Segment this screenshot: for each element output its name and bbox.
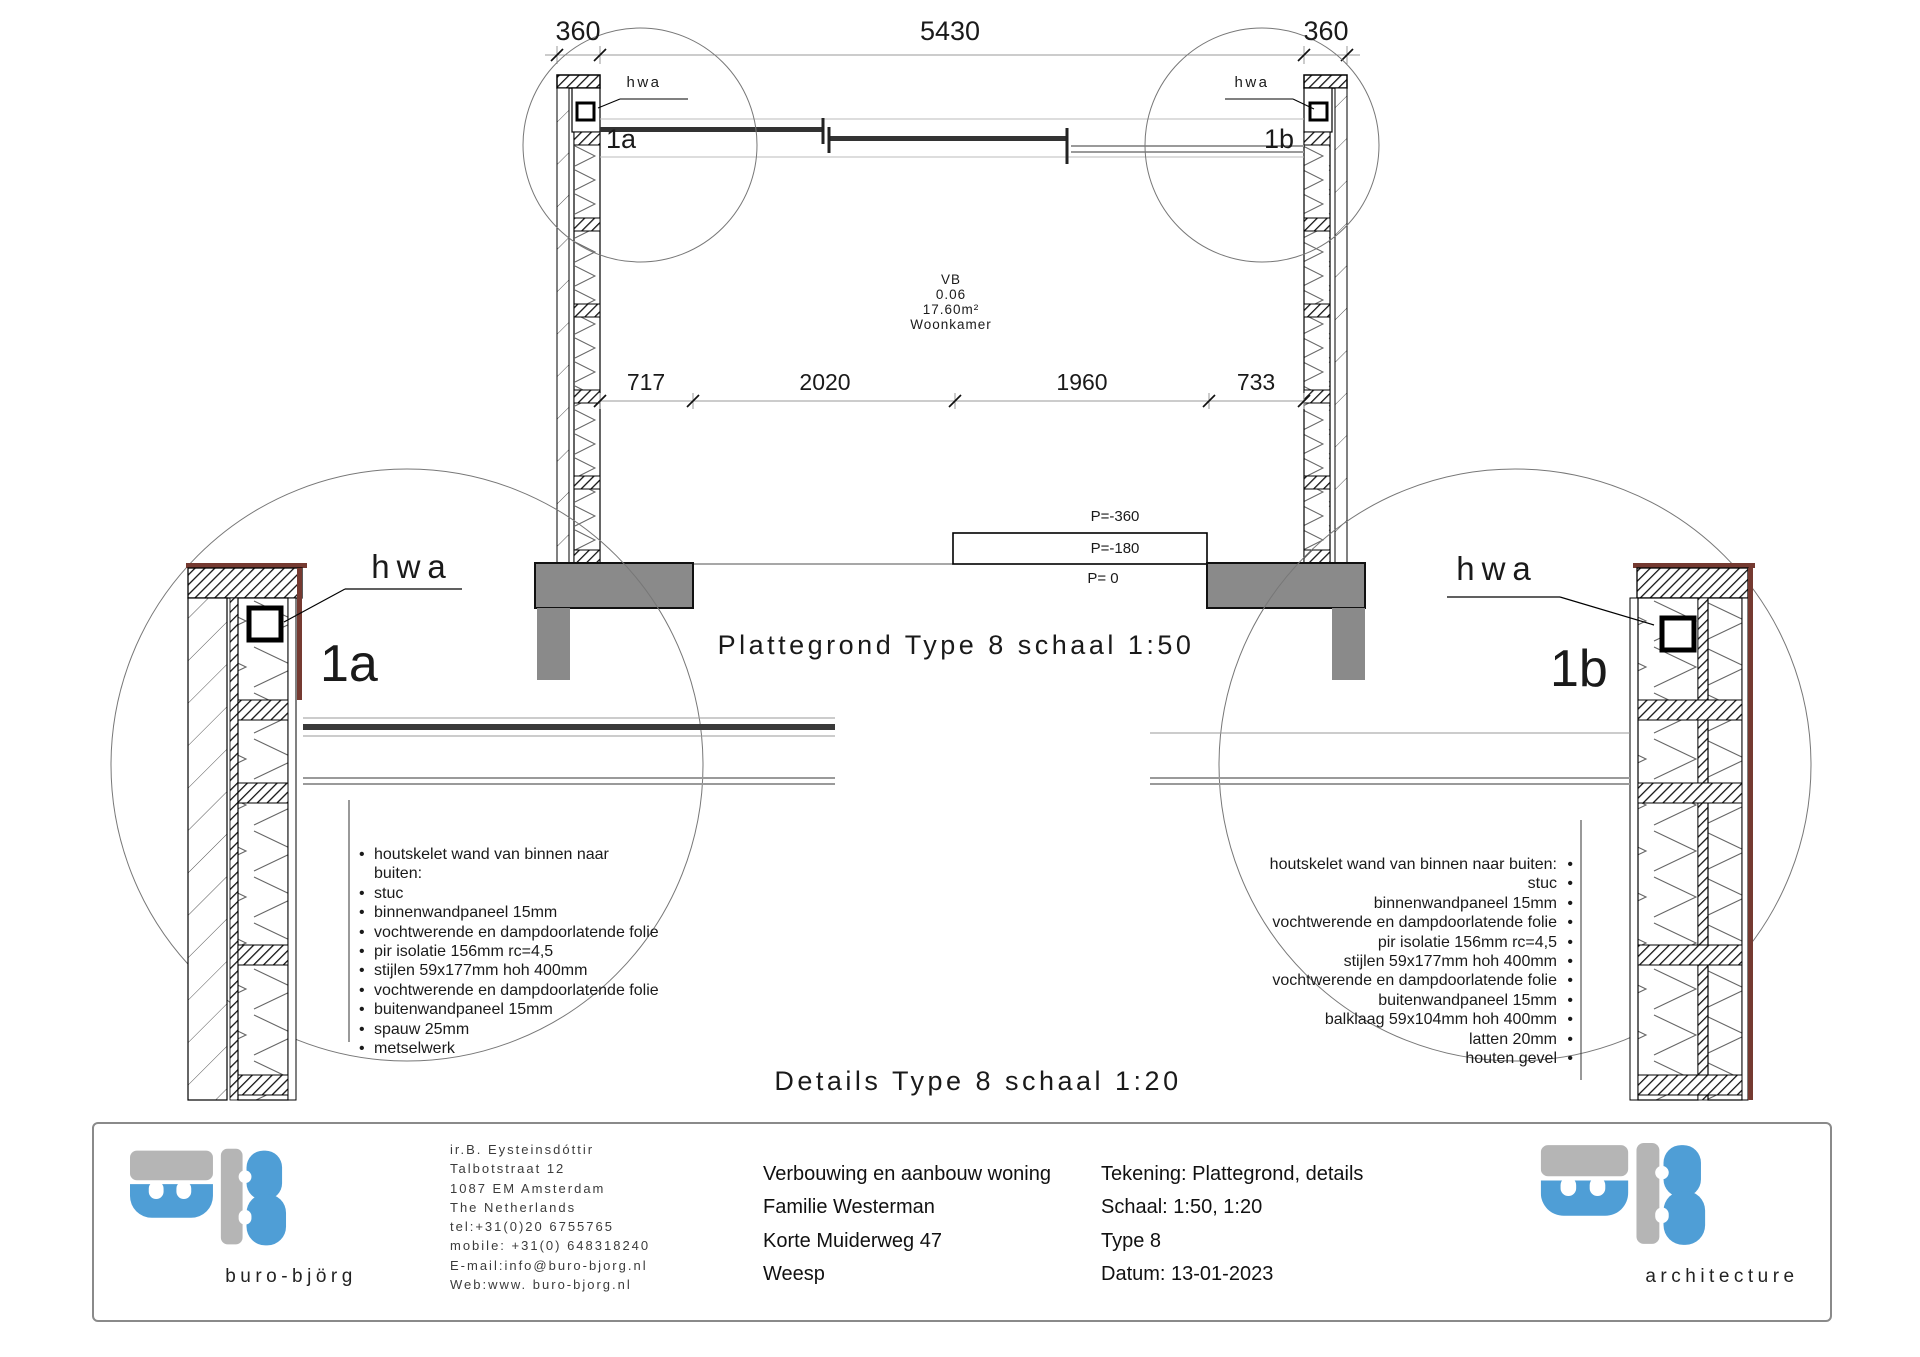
room-area: 17.60m² xyxy=(922,302,980,317)
layer-item: houten gevel • xyxy=(1248,1049,1573,1068)
layer-item: • stuc xyxy=(359,884,659,903)
hwa-label-plan-left: hwa xyxy=(626,74,662,91)
plan-beams xyxy=(600,118,1304,164)
dim-top-middle: 5430 xyxy=(919,16,981,46)
layer-item: balklaag 59x104mm hoh 400mm • xyxy=(1248,1010,1573,1029)
layer-item: • buitenwandpaneel 15mm xyxy=(359,1000,659,1019)
project-city: Weesp xyxy=(763,1263,825,1286)
dim-mid-2: 2020 xyxy=(799,369,851,395)
layer-item: latten 20mm • xyxy=(1248,1030,1573,1049)
level-label-p180: P=-180 xyxy=(1090,540,1140,557)
hwa-label-plan-right: hwa xyxy=(1234,74,1270,91)
hwa-label-detail-1a: hwa xyxy=(371,548,453,585)
room-label xyxy=(910,272,992,332)
company-name: buro-björg xyxy=(225,1266,357,1287)
drawing-type: Tekening: Plattegrond, details xyxy=(1101,1163,1364,1185)
dim-mid-3: 1960 xyxy=(1056,369,1108,395)
room-function: Woonkamer xyxy=(910,317,992,332)
layer-item: stijlen 59x177mm hoh 400mm • xyxy=(1248,952,1573,971)
drawing-scale: Schaal: 1:50, 1:20 xyxy=(1101,1196,1263,1219)
plan-title: Plattegrond Type 8 schaal 1:50 xyxy=(717,630,1195,660)
layer-item: binnenwandpaneel 15mm • xyxy=(1248,894,1573,913)
email: E-mail:info@buro-bjorg.nl xyxy=(450,1257,648,1273)
level-label-p360: P=-360 xyxy=(1090,508,1140,525)
foundation-right xyxy=(1207,563,1365,680)
layer-item: • houtskelet wand van binnen naar buiten: xyxy=(359,845,659,884)
dimension-line-middle xyxy=(594,393,1310,409)
dim-top-left: 360 xyxy=(555,16,601,46)
drawing-info-block xyxy=(1101,1158,1363,1292)
dim-top-right: 360 xyxy=(1303,16,1349,46)
detail-tag-1a: 1a xyxy=(320,635,378,693)
mobile: mobile: +31(0) 648318240 xyxy=(450,1238,651,1254)
layer-item: • binnenwandpaneel 15mm xyxy=(359,903,659,922)
layer-item: • spauw 25mm xyxy=(359,1020,659,1039)
address-street: Talbotstraat 12 xyxy=(450,1161,566,1177)
foundation-left xyxy=(535,563,693,680)
layer-item: houtskelet wand van binnen naar buiten: • xyxy=(1248,855,1573,874)
layer-item: vochtwerende en dampdoorlatende folie • xyxy=(1248,971,1573,990)
hwa-pipe-detail-1a xyxy=(249,608,281,640)
layer-item: • metselwerk xyxy=(359,1039,659,1058)
drawing-date: Datum: 13-01-2023 xyxy=(1101,1263,1274,1286)
layer-item: • vochtwerende en dampdoorlatende folie xyxy=(359,981,659,1000)
layer-item: pir isolatie 156mm rc=4,5 • xyxy=(1248,933,1573,952)
project-block xyxy=(763,1158,1051,1292)
room-name: VB xyxy=(940,272,961,287)
dimension-line-top xyxy=(545,46,1360,64)
drawing-variant: Type 8 xyxy=(1101,1229,1162,1252)
dim-mid-1: 717 xyxy=(626,369,666,395)
layer-item: buitenwandpaneel 15mm • xyxy=(1248,991,1573,1010)
layer-item: • stijlen 59x177mm hoh 400mm xyxy=(359,961,659,980)
address-country: The Netherlands xyxy=(450,1199,577,1215)
address-city: 1087 EM Amsterdam xyxy=(450,1180,606,1196)
website: Web:www. buro-bjorg.nl xyxy=(450,1277,632,1293)
detail-tag-1a-plan: 1a xyxy=(606,124,637,154)
layer-list-1b xyxy=(1248,855,1573,1068)
project-description: Verbouwing en aanbouw woning xyxy=(763,1163,1051,1185)
client-name: Familie Westerman xyxy=(763,1196,935,1219)
layer-item: stuc • xyxy=(1248,874,1573,893)
hwa-pipe-right xyxy=(1310,103,1327,120)
details-title: Details Type 8 schaal 1:20 xyxy=(774,1066,1182,1096)
dim-mid-4: 733 xyxy=(1236,369,1276,395)
layer-list-1a xyxy=(359,845,659,1058)
division-name: architecture xyxy=(1645,1266,1799,1287)
level-label-p0: P= 0 xyxy=(1087,570,1119,587)
hwa-pipe-left xyxy=(577,103,594,120)
layer-item: • pir isolatie 156mm rc=4,5 xyxy=(359,942,659,961)
architect-name: ir.B. Eysteinsdóttir xyxy=(450,1142,595,1157)
address-block xyxy=(450,1140,650,1294)
phone: tel:+31(0)20 6755765 xyxy=(450,1219,614,1235)
layer-item: vochtwerende en dampdoorlatende folie • xyxy=(1248,913,1573,932)
detail-tag-1b: 1b xyxy=(1550,640,1608,698)
layer-item: • vochtwerende en dampdoorlatende folie xyxy=(359,923,659,942)
project-street: Korte Muiderweg 47 xyxy=(763,1229,942,1252)
architecture-logo xyxy=(1540,1143,1708,1247)
room-number: 0.06 xyxy=(935,287,967,302)
buro-bjorg-logo xyxy=(130,1148,288,1248)
hwa-label-detail-1b: hwa xyxy=(1456,550,1538,587)
hwa-pipe-detail-1b xyxy=(1662,618,1694,650)
detail-tag-1b-plan: 1b xyxy=(1264,124,1295,154)
